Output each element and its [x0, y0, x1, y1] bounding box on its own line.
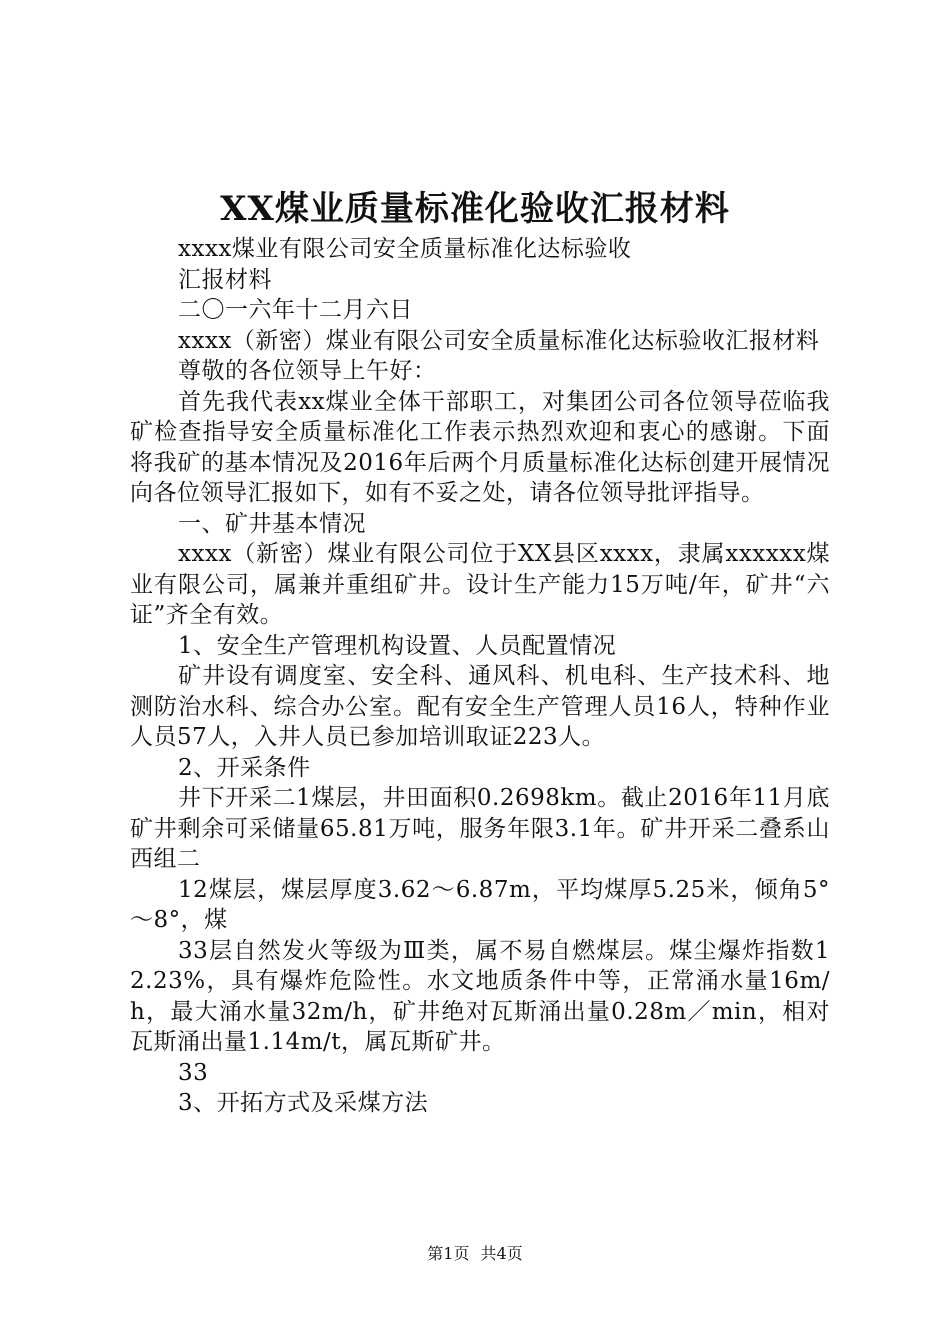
heading-subsection-1: 1、安全生产管理机构设置、人员配置情况: [178, 632, 617, 659]
page-total: 共4页: [480, 1244, 523, 1263]
paragraph-seam-properties: 33层自然发火等级为Ⅲ类，属不易自燃煤层。煤尘爆炸指数12.23%，具有爆炸危险性。水文地质条件中等，正常涌水量16m/h，最大涌水量32m/h，矿井绝对瓦斯涌出量0.28m／min，相对瓦斯涌出量1.14m/t，属瓦斯矿井。: [130, 937, 830, 1055]
heading-subsection-3: 3、开拓方式及采煤方法: [178, 1090, 429, 1116]
paragraph-mining-conditions: 井下开采二1煤层，井田面积0.2698km。截止2016年11月底矿井剩余可采储量65.81万吨，服务年限3.1年。矿井开采二叠系山西组二: [130, 785, 830, 872]
paragraph-staffing: 矿井设有调度室、安全科、通风科、机电科、生产技术科、地测防治水科、综合办公室。配有安全生产管理人员16人，特种作业人员57人，入井人员已参加培训取证223人。: [130, 663, 830, 750]
paragraph-mine-overview: xxxx（新密）煤业有限公司位于XX县区xxxx，隶属xxxxxx煤业有限公司，属兼并重组矿井。设计生产能力15万吨/年，矿井“六证”齐全有效。: [130, 541, 830, 628]
paragraph-greeting: 尊敬的各位领导上午好：: [178, 358, 437, 384]
paragraph-seam-thickness: 12煤层，煤层厚度3.62～6.87m，平均煤厚5.25米，倾角5°～8°，煤: [130, 876, 830, 933]
page-footer: [0, 1243, 950, 1265]
paragraph-footnote-number: 33: [178, 1059, 209, 1086]
heading-section-1: 一、矿井基本情况: [178, 510, 366, 537]
page-number: 第1页: [427, 1244, 470, 1263]
paragraph-report-label: 汇报材料: [178, 266, 272, 293]
paragraph-intro: 首先我代表xx煤业全体干部职工，对集团公司各位领导莅临我矿检查指导安全质量标准化工作表示热烈欢迎和衷心的感谢。下面将我矿的基本情况及2016年后两个月质量标准化达标创建开展情况向各位领导汇报如下，如有不妥之处，请各位领导批评指导。: [130, 388, 830, 506]
heading-subsection-2: 2、开采条件: [178, 754, 311, 781]
paragraph-full-title: xxxx（新密）煤业有限公司安全质量标准化达标验收汇报材料: [178, 327, 820, 354]
paragraph-date: 二〇一六年十二月六日: [178, 297, 413, 323]
document-body: [130, 234, 830, 1119]
paragraph-company-header: xxxx煤业有限公司安全质量标准化达标验收: [178, 236, 632, 262]
document-title: XX煤业质量标准化验收汇报材料: [220, 189, 730, 229]
